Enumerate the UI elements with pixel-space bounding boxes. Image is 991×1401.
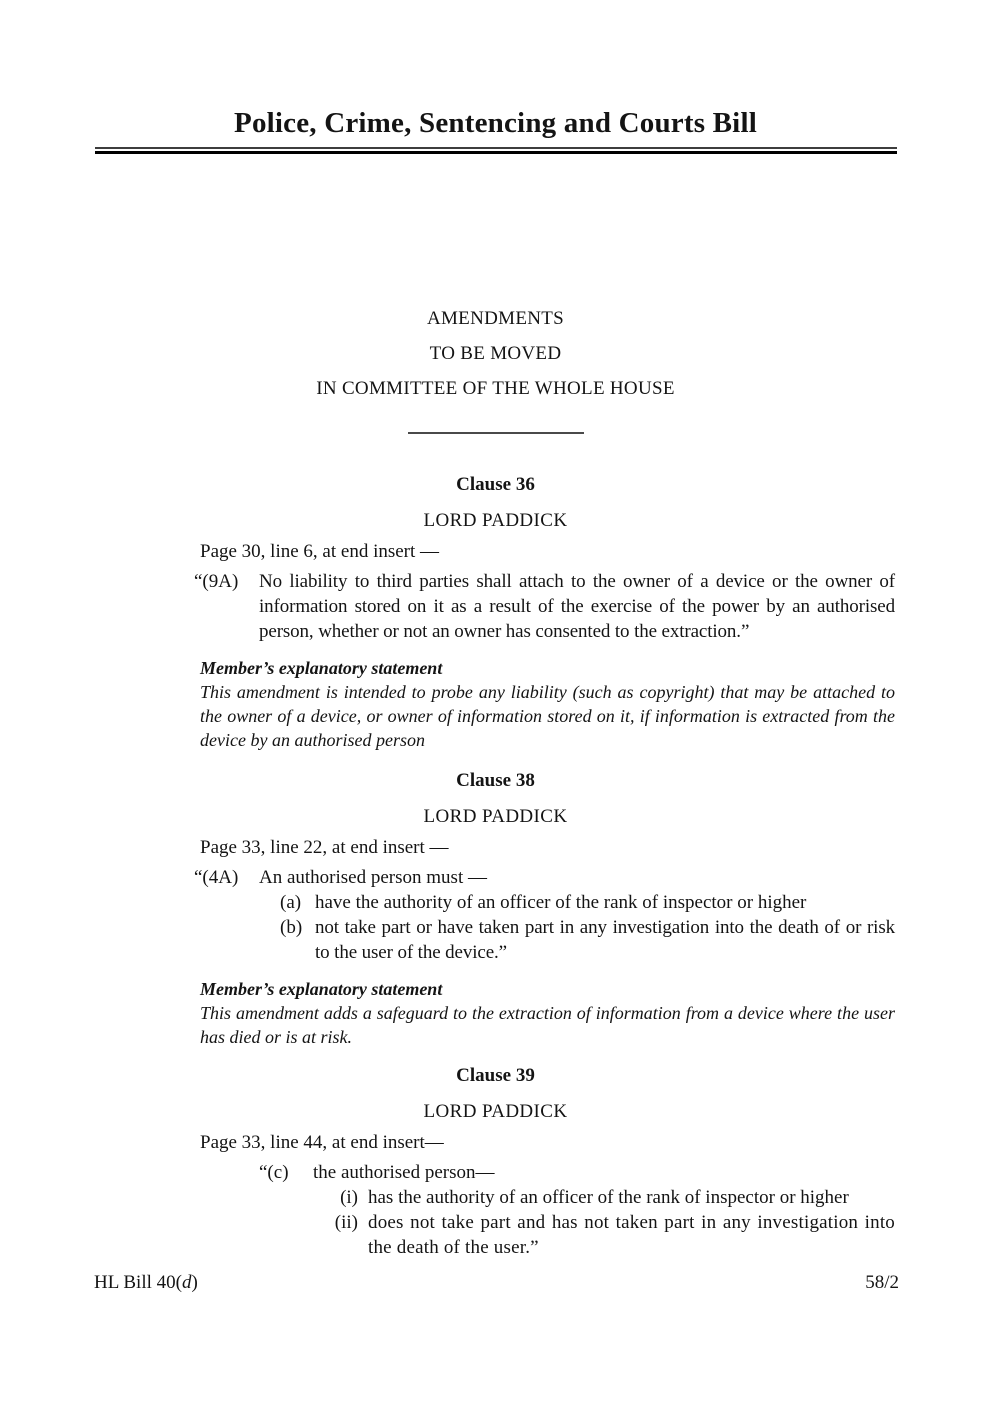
bill-title: Police, Crime, Sentencing and Courts Bill bbox=[234, 107, 757, 139]
sub-paragraph-ii bbox=[330, 1210, 895, 1260]
sub-paragraph-text: does not take part and has not taken part in any investigation into the death of the user.” bbox=[368, 1212, 895, 1258]
footer-bill-reference bbox=[94, 1270, 198, 1295]
amendment-instruction: Page 33, line 22, at end insert — bbox=[200, 837, 449, 858]
mover-name: LORD PADDICK bbox=[423, 1101, 568, 1122]
provision-label: “(c) bbox=[259, 1162, 289, 1183]
clause-heading: Clause 38 bbox=[456, 770, 535, 791]
inserted-provision bbox=[194, 865, 895, 890]
bill-ref-suffix: ) bbox=[191, 1272, 198, 1293]
provision-label: “(4A) bbox=[194, 867, 239, 888]
provision-text: An authorised person must — bbox=[259, 867, 487, 888]
amendment-instruction: Page 30, line 6, at end insert — bbox=[200, 541, 440, 562]
sub-paragraph-text: has the authority of an officer of the rank of inspector or higher bbox=[368, 1187, 849, 1208]
sub-paragraph-text: have the authority of an officer of the rank of inspector or higher bbox=[315, 892, 807, 913]
footer-page-reference: 58/2 bbox=[865, 1272, 899, 1293]
amendment-instruction: Page 33, line 44, at end insert— bbox=[200, 1132, 444, 1153]
inserted-provision bbox=[194, 569, 895, 644]
sub-paragraph-label: (b) bbox=[280, 917, 303, 938]
explanatory-statement-heading: Member’s explanatory statement bbox=[200, 658, 443, 678]
explanatory-statement-text: This amendment is intended to probe any liability (such as copyright) that may be attached to the owner of a device, or owner of information stored on it, if information is extracted from the device by an authorised person bbox=[200, 682, 895, 750]
mover-name: LORD PADDICK bbox=[423, 510, 568, 531]
heading-to-be-moved: TO BE MOVED bbox=[429, 343, 562, 364]
amendment-section-clause-36 bbox=[96, 472, 895, 752]
bill-ref-italic: d bbox=[181, 1272, 192, 1293]
sub-paragraph-i bbox=[330, 1185, 895, 1210]
page-footer bbox=[94, 1270, 899, 1295]
explanatory-statement-heading: Member’s explanatory statement bbox=[200, 979, 443, 999]
paper-heading-block bbox=[0, 305, 991, 402]
section-divider-rule bbox=[408, 432, 584, 434]
provision-label: “(9A) bbox=[194, 571, 239, 592]
clause-heading: Clause 36 bbox=[456, 474, 535, 495]
bill-ref-prefix: HL Bill 40( bbox=[94, 1272, 182, 1293]
title-double-rule bbox=[95, 147, 897, 154]
sub-paragraph-label: (i) bbox=[340, 1187, 358, 1208]
inserted-provision bbox=[259, 1160, 895, 1185]
sub-paragraph-label: (a) bbox=[280, 892, 302, 913]
sub-paragraph-label: (ii) bbox=[334, 1212, 358, 1233]
provision-text: No liability to third parties shall attach to the owner of a device or the owner of information stored on it as a result of the exercise of the power by an authorised person, whether or not an owner has consented to the extraction.” bbox=[259, 571, 895, 642]
sub-paragraph-b bbox=[280, 915, 895, 965]
amendment-section-clause-39 bbox=[96, 1063, 895, 1260]
heading-committee: IN COMMITTEE OF THE WHOLE HOUSE bbox=[316, 378, 675, 399]
clause-heading: Clause 39 bbox=[456, 1065, 535, 1086]
sub-paragraph-a bbox=[280, 890, 895, 915]
amendment-section-clause-38 bbox=[96, 768, 895, 1049]
explanatory-statement-text: This amendment adds a safeguard to the extraction of information from a device where the user has died or is at risk. bbox=[200, 1003, 895, 1047]
provision-text: the authorised person— bbox=[313, 1162, 495, 1183]
mover-name: LORD PADDICK bbox=[423, 806, 568, 827]
sub-paragraph-text: not take part or have taken part in any investigation into the death of or risk to the user of the device.” bbox=[315, 917, 895, 963]
amendments-content bbox=[96, 472, 895, 1260]
heading-amendments: AMENDMENTS bbox=[426, 308, 565, 329]
